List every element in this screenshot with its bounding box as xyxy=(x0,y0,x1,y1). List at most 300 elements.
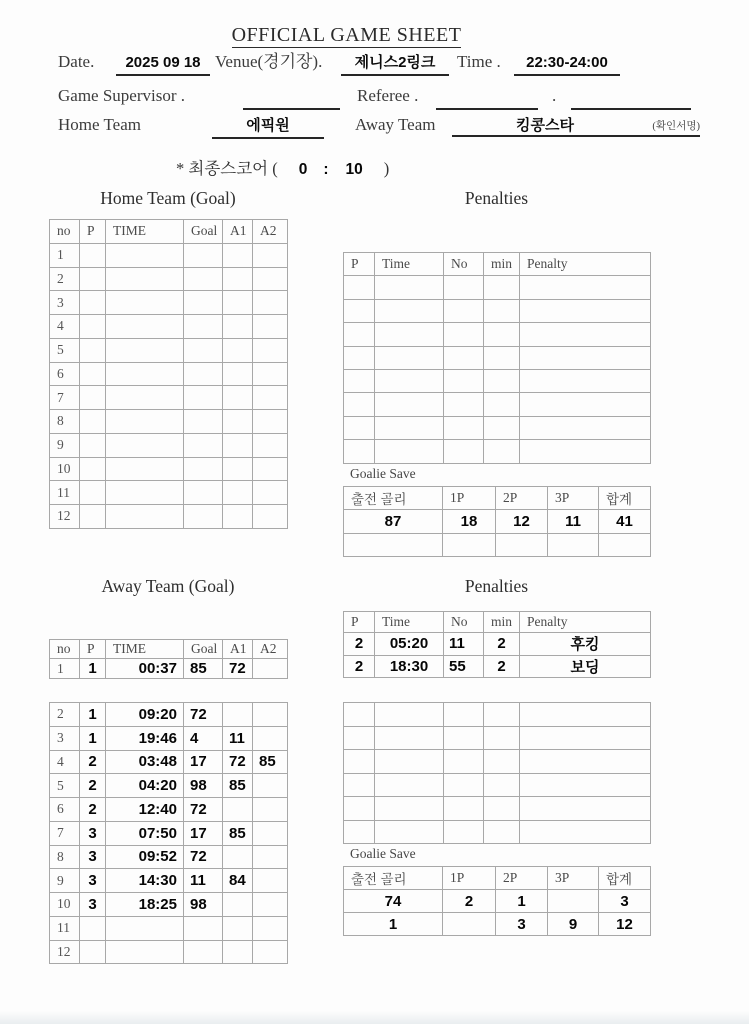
cell xyxy=(184,267,223,291)
cell xyxy=(106,267,184,291)
cell: 1 xyxy=(80,659,106,679)
cell xyxy=(375,369,444,392)
cell: 07:50 xyxy=(106,821,184,845)
table-row xyxy=(50,505,288,529)
cell: 14:30 xyxy=(106,869,184,893)
cell xyxy=(253,659,288,679)
column-header: 2P xyxy=(496,867,548,890)
table-row xyxy=(344,820,651,844)
cell: 85 xyxy=(223,774,253,798)
venue-value: 제니스2링크 xyxy=(341,50,449,76)
cell: 1 xyxy=(496,890,548,913)
supervisor-value xyxy=(243,84,340,110)
cell: 09:20 xyxy=(106,703,184,727)
cell xyxy=(184,410,223,434)
cell xyxy=(520,346,651,369)
cell: 3 xyxy=(80,845,106,869)
venue-label: Venue(경기장). xyxy=(215,52,323,71)
cell: 11 xyxy=(444,633,484,656)
cell xyxy=(80,243,106,267)
cell xyxy=(106,481,184,505)
cell xyxy=(253,338,288,362)
cell: 3 xyxy=(496,913,548,936)
cell: 4 xyxy=(50,750,80,774)
cell xyxy=(444,346,484,369)
cell xyxy=(375,773,444,797)
table-row xyxy=(50,267,288,291)
cell: 2 xyxy=(50,703,80,727)
cell xyxy=(344,533,443,556)
table-row xyxy=(344,913,651,936)
cell xyxy=(223,481,253,505)
cell xyxy=(184,940,223,964)
cell xyxy=(520,393,651,416)
cell: 3 xyxy=(80,893,106,917)
cell xyxy=(223,410,253,434)
cell: 6 xyxy=(50,798,80,822)
time-label: Time . xyxy=(457,52,501,71)
header-row xyxy=(344,487,651,510)
table-row xyxy=(50,338,288,362)
cell xyxy=(223,505,253,529)
cell: 4 xyxy=(184,726,223,750)
penalties-top-table xyxy=(343,252,651,464)
cell xyxy=(344,726,375,750)
cell: 84 xyxy=(223,869,253,893)
column-header: 3P xyxy=(548,487,599,510)
cell xyxy=(223,940,253,964)
cell xyxy=(344,369,375,392)
cell xyxy=(80,362,106,386)
cell xyxy=(184,457,223,481)
column-header: Time xyxy=(375,253,444,276)
table-row xyxy=(344,346,651,369)
penalties-bottom-empty-table xyxy=(343,702,651,844)
table-row xyxy=(50,457,288,481)
away-team-value xyxy=(452,113,700,137)
table-row xyxy=(344,633,651,656)
cell xyxy=(253,505,288,529)
cell xyxy=(344,440,375,463)
column-header: min xyxy=(484,253,520,276)
penalties-top-title: Penalties xyxy=(464,188,529,208)
cell xyxy=(344,323,375,346)
cell xyxy=(253,386,288,410)
cell: 9 xyxy=(50,869,80,893)
cell xyxy=(484,440,520,463)
cell: 18:30 xyxy=(375,655,444,678)
cell xyxy=(223,703,253,727)
cell xyxy=(444,703,484,727)
table-row xyxy=(344,416,651,439)
cell: 3 xyxy=(50,726,80,750)
cell xyxy=(548,890,599,913)
table-row xyxy=(50,433,288,457)
cell xyxy=(599,533,651,556)
cell: 98 xyxy=(184,774,223,798)
cell xyxy=(444,416,484,439)
cell: 1 xyxy=(50,659,80,679)
cell: 11 xyxy=(184,869,223,893)
cell xyxy=(106,433,184,457)
cell xyxy=(184,243,223,267)
cell: 17 xyxy=(184,821,223,845)
cell xyxy=(444,369,484,392)
cell xyxy=(375,416,444,439)
cell xyxy=(496,533,548,556)
cell xyxy=(253,798,288,822)
column-header: no xyxy=(50,220,80,244)
cell: 후킹 xyxy=(520,633,651,656)
table-row xyxy=(344,726,651,750)
cell: 98 xyxy=(184,893,223,917)
cell: 9 xyxy=(548,913,599,936)
column-header: 합계 xyxy=(599,487,651,510)
cell: 6 xyxy=(50,362,80,386)
cell: 41 xyxy=(599,510,651,533)
cell xyxy=(344,346,375,369)
cell: 11 xyxy=(50,481,80,505)
cell xyxy=(375,750,444,774)
cell xyxy=(520,440,651,463)
goalie-save-bottom-table xyxy=(343,866,651,936)
column-header: A1 xyxy=(223,640,253,659)
table-row xyxy=(344,323,651,346)
table-row xyxy=(344,797,651,821)
cell xyxy=(184,916,223,940)
cell xyxy=(520,750,651,774)
cell: 2 xyxy=(344,633,375,656)
cell: 72 xyxy=(184,798,223,822)
column-header: TIME xyxy=(106,220,184,244)
cell: 4 xyxy=(50,315,80,339)
table-row xyxy=(344,440,651,463)
cell xyxy=(520,726,651,750)
column-header: Penalty xyxy=(520,612,651,633)
cell xyxy=(253,774,288,798)
table-row xyxy=(344,533,651,556)
referee-label: Referee . xyxy=(357,86,419,105)
cell: 85 xyxy=(253,750,288,774)
cell xyxy=(80,386,106,410)
cell xyxy=(184,481,223,505)
cell xyxy=(223,893,253,917)
sign-note: (확인서명) xyxy=(652,121,700,132)
home-goal-title: Home Team (Goal) xyxy=(100,188,236,208)
cell xyxy=(375,797,444,821)
cell xyxy=(375,346,444,369)
cell xyxy=(444,440,484,463)
table-row xyxy=(50,798,288,822)
cell xyxy=(344,773,375,797)
cell xyxy=(253,916,288,940)
final-score-away: 10 xyxy=(345,161,363,178)
referee-separator: . xyxy=(552,86,557,105)
table-row xyxy=(50,821,288,845)
cell: 17 xyxy=(184,750,223,774)
cell xyxy=(223,315,253,339)
column-header: P xyxy=(80,640,106,659)
cell xyxy=(253,703,288,727)
column-header: No xyxy=(444,612,484,633)
cell: 11 xyxy=(223,726,253,750)
cell xyxy=(444,726,484,750)
cell xyxy=(80,916,106,940)
cell: 2 xyxy=(344,655,375,678)
cell xyxy=(223,845,253,869)
cell xyxy=(223,243,253,267)
cell xyxy=(106,505,184,529)
cell xyxy=(253,267,288,291)
cell xyxy=(253,821,288,845)
cell: 1 xyxy=(80,726,106,750)
table-row xyxy=(50,703,288,727)
cell: 19:46 xyxy=(106,726,184,750)
column-header: 1P xyxy=(443,867,496,890)
column-header: TIME xyxy=(106,640,184,659)
cell xyxy=(344,797,375,821)
cell xyxy=(484,346,520,369)
cell: 18 xyxy=(443,510,496,533)
cell xyxy=(253,457,288,481)
cell xyxy=(223,433,253,457)
column-header: A1 xyxy=(223,220,253,244)
cell xyxy=(520,820,651,844)
column-header: P xyxy=(344,253,375,276)
table-row xyxy=(50,315,288,339)
table-row xyxy=(50,659,288,679)
cell xyxy=(344,820,375,844)
cell xyxy=(184,386,223,410)
table-row xyxy=(344,655,651,678)
column-header: 출전 골리 xyxy=(344,487,443,510)
table-row xyxy=(344,369,651,392)
cell xyxy=(80,433,106,457)
cell xyxy=(106,410,184,434)
cell xyxy=(253,243,288,267)
cell: 85 xyxy=(223,821,253,845)
cell xyxy=(184,362,223,386)
cell xyxy=(520,323,651,346)
cell xyxy=(344,416,375,439)
cell: 00:37 xyxy=(106,659,184,679)
cell xyxy=(484,773,520,797)
cell: 8 xyxy=(50,845,80,869)
cell xyxy=(484,416,520,439)
column-header: 출전 골리 xyxy=(344,867,443,890)
table-row xyxy=(50,893,288,917)
header-row xyxy=(50,640,288,659)
cell xyxy=(106,243,184,267)
goalie-save-top-table xyxy=(343,486,651,557)
cell xyxy=(223,916,253,940)
cell xyxy=(520,369,651,392)
table-row xyxy=(50,726,288,750)
goalie-save-top-label: Goalie Save xyxy=(350,466,416,481)
cell: 5 xyxy=(50,338,80,362)
final-score-suffix: ) xyxy=(383,159,390,178)
cell xyxy=(444,773,484,797)
cell: 1 xyxy=(344,913,443,936)
referee-value-2 xyxy=(571,84,691,110)
final-score-home: 0 xyxy=(298,161,308,178)
cell: 3 xyxy=(80,821,106,845)
table-row xyxy=(344,276,651,299)
cell xyxy=(106,916,184,940)
cell xyxy=(184,505,223,529)
cell: 05:20 xyxy=(375,633,444,656)
column-header: min xyxy=(484,612,520,633)
table-row xyxy=(344,510,651,533)
cell xyxy=(484,369,520,392)
away-team-label: Away Team xyxy=(355,115,436,134)
cell: 55 xyxy=(444,655,484,678)
cell xyxy=(444,276,484,299)
table-row xyxy=(50,774,288,798)
title-wrap xyxy=(0,24,721,47)
cell xyxy=(184,338,223,362)
final-score-line xyxy=(176,155,389,179)
cell xyxy=(344,299,375,322)
home-team-value: 에픽원 xyxy=(212,113,324,139)
cell: 5 xyxy=(50,774,80,798)
cell: 74 xyxy=(344,890,443,913)
cell xyxy=(443,913,496,936)
column-header: 합계 xyxy=(599,867,651,890)
table-row xyxy=(344,773,651,797)
cell xyxy=(106,315,184,339)
cell: 11 xyxy=(548,510,599,533)
cell xyxy=(253,845,288,869)
cell: 12 xyxy=(50,505,80,529)
cell xyxy=(444,323,484,346)
column-header: Penalty xyxy=(520,253,651,276)
cell xyxy=(223,798,253,822)
cell: 2 xyxy=(80,774,106,798)
cell: 12 xyxy=(599,913,651,936)
column-header: Time xyxy=(375,612,444,633)
cell xyxy=(80,338,106,362)
cell: 3 xyxy=(599,890,651,913)
column-header: P xyxy=(344,612,375,633)
cell xyxy=(375,393,444,416)
cell xyxy=(484,276,520,299)
away-goal-table-first xyxy=(49,639,288,679)
cell xyxy=(444,393,484,416)
cell: 2 xyxy=(443,890,496,913)
table-row xyxy=(50,481,288,505)
cell xyxy=(223,386,253,410)
cell xyxy=(223,291,253,315)
cell: 12 xyxy=(496,510,548,533)
cell: 2 xyxy=(80,750,106,774)
referee-value xyxy=(436,84,538,110)
home-team-label: Home Team xyxy=(58,115,141,134)
table-row xyxy=(50,869,288,893)
header-row xyxy=(344,253,651,276)
cell: 3 xyxy=(80,869,106,893)
table-row xyxy=(50,750,288,774)
table-row xyxy=(344,703,651,727)
cell xyxy=(375,726,444,750)
penalties-bottom-title: Penalties xyxy=(464,576,529,596)
cell: 72 xyxy=(184,845,223,869)
cell xyxy=(344,276,375,299)
cell: 9 xyxy=(50,433,80,457)
cell xyxy=(444,750,484,774)
header-row xyxy=(344,612,651,633)
table-row xyxy=(344,750,651,774)
table-row xyxy=(50,845,288,869)
table-row xyxy=(50,243,288,267)
cell: 72 xyxy=(223,659,253,679)
cell xyxy=(484,750,520,774)
page-title: OFFICIAL GAME SHEET xyxy=(231,24,462,46)
cell xyxy=(106,362,184,386)
away-team-name: 킹콩스타 xyxy=(516,117,574,134)
column-header: Goal xyxy=(184,640,223,659)
column-header: 1P xyxy=(443,487,496,510)
header-row xyxy=(344,867,651,890)
cell xyxy=(484,323,520,346)
cell xyxy=(184,433,223,457)
cell xyxy=(444,797,484,821)
cell xyxy=(253,362,288,386)
cell: 7 xyxy=(50,821,80,845)
cell xyxy=(80,457,106,481)
cell xyxy=(443,533,496,556)
date-value: 2025 09 18 xyxy=(116,50,210,76)
table-row xyxy=(344,299,651,322)
cell xyxy=(375,703,444,727)
cell xyxy=(80,410,106,434)
penalties-bottom-table xyxy=(343,611,651,678)
cell xyxy=(253,726,288,750)
final-score-separator: : xyxy=(323,161,329,178)
cell: 11 xyxy=(50,916,80,940)
cell: 7 xyxy=(50,386,80,410)
cell xyxy=(520,703,651,727)
cell xyxy=(375,820,444,844)
cell xyxy=(80,291,106,315)
cell xyxy=(344,703,375,727)
cell xyxy=(484,797,520,821)
cell xyxy=(106,386,184,410)
table-row xyxy=(50,410,288,434)
cell xyxy=(253,481,288,505)
cell: 2 xyxy=(50,267,80,291)
cell: 보딩 xyxy=(520,655,651,678)
cell xyxy=(253,433,288,457)
cell xyxy=(223,267,253,291)
supervisor-label: Game Supervisor . xyxy=(58,86,186,105)
cell xyxy=(253,410,288,434)
cell: 18:25 xyxy=(106,893,184,917)
cell xyxy=(520,276,651,299)
away-goal-title: Away Team (Goal) xyxy=(101,576,235,596)
cell: 2 xyxy=(80,798,106,822)
cell xyxy=(80,940,106,964)
cell xyxy=(375,299,444,322)
cell xyxy=(223,457,253,481)
header-row xyxy=(50,220,288,244)
cell: 1 xyxy=(50,243,80,267)
home-goal-table xyxy=(49,219,288,529)
cell xyxy=(80,315,106,339)
cell: 10 xyxy=(50,457,80,481)
table-row xyxy=(50,940,288,964)
cell xyxy=(520,797,651,821)
